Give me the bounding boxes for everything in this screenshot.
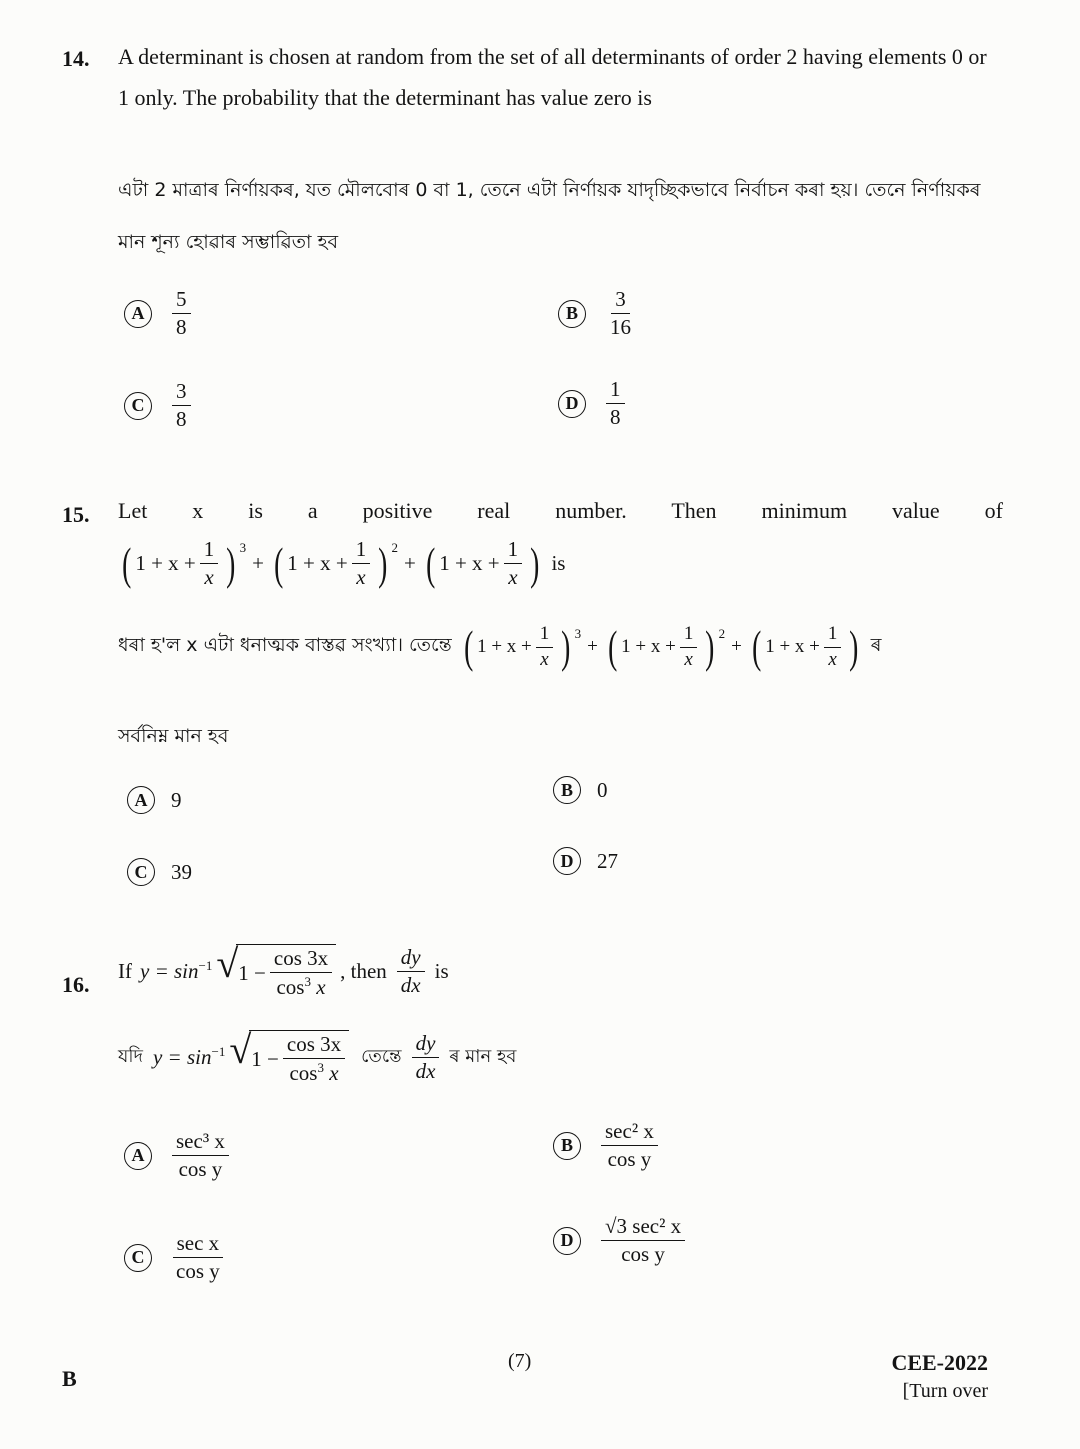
term-base: 1 + x +: [621, 636, 676, 658]
option-label: A: [124, 1142, 152, 1170]
y-equals-sin: y = sin: [152, 1045, 212, 1070]
assamese-prefix: ধৰা হ'ল x এটা ধনাত্মক বাস্তৱ সংখ্যা। তেন্তে: [118, 634, 452, 657]
plus-sign: +: [731, 636, 742, 658]
option-c[interactable]: [127, 858, 192, 886]
expression-suffix: is: [551, 551, 566, 576]
dx: dx: [415, 1059, 436, 1084]
denominator: x: [508, 565, 518, 590]
dy: dy: [415, 1031, 436, 1055]
plus-sign: +: [404, 551, 416, 576]
option-fraction: [606, 288, 635, 339]
denominator: 8: [176, 407, 187, 432]
option-label: D: [553, 847, 581, 875]
numerator: √3 sec² x: [601, 1215, 685, 1241]
plus-sign: +: [252, 551, 264, 576]
numerator: 1: [680, 624, 698, 648]
question-text-assamese: এটা 2 মাত্ৰাৰ নিৰ্ণায়কৰ, যত মৌলবোৰ 0 বা 1, তেনে এটা নিৰ্ণায়ক যাদৃচ্ছিকভাবে নিৰ্বাচন কৰা হয়। তেনে নিৰ্ণায়কৰ মান শূন্য হোৱাৰ সম্ভাৱিতা হব: [118, 179, 981, 253]
denominator-cos: cos: [289, 1061, 318, 1086]
question-number: 15.: [62, 502, 90, 527]
denominator: x: [828, 648, 837, 670]
inverse-exponent: −1: [211, 1044, 226, 1059]
assamese-end: ৰ মান হব: [449, 1046, 517, 1068]
option-fraction: [172, 380, 191, 431]
booklet-code: B: [62, 1366, 77, 1391]
exponent: 2: [718, 626, 726, 641]
denominator: x: [684, 648, 693, 670]
option-a[interactable]: [124, 288, 195, 339]
then-word: , then: [340, 959, 387, 984]
option-label: C: [127, 858, 155, 886]
square-root: √ 1 − $\frac{\cos 3x}{\cos^3 x}$: [229, 1030, 349, 1085]
option-label: A: [124, 300, 152, 328]
term-base: 1 + x +: [477, 636, 532, 658]
if-word: If: [118, 959, 132, 984]
denominator-exponent: 3: [317, 1060, 324, 1076]
numerator: 1: [536, 624, 554, 648]
numerator: 1: [200, 538, 219, 564]
inverse-exponent: −1: [198, 958, 213, 973]
option-fraction: [606, 378, 625, 429]
numerator: 3: [172, 380, 191, 406]
denominator-cos: cos: [276, 975, 305, 1000]
numerator: 1: [824, 624, 842, 648]
is-word: is: [434, 959, 449, 984]
assamese-then: তেন্তে: [361, 1046, 402, 1068]
question-text-english: A determinant is chosen at random from the set of all determinants of order 2 having elements 0 or 1 only. The probability that the determinant has value zero is: [118, 44, 987, 110]
option-label: D: [558, 390, 586, 418]
numerator: 3: [611, 288, 630, 314]
question-text-assamese-line2: সৰ্বনিম্ন মান হব: [118, 725, 229, 747]
square-root: √ 1 − $\frac{\cos 3x}{\cos^3 x}$: [216, 944, 336, 999]
exponent: 2: [391, 540, 399, 555]
denominator: x: [356, 565, 366, 590]
option-b[interactable]: [553, 1120, 662, 1171]
option-b[interactable]: [553, 776, 608, 804]
numerator: sec x: [173, 1232, 224, 1258]
option-label: C: [124, 1244, 152, 1272]
denominator: x: [540, 648, 549, 670]
one-minus: 1 −: [238, 960, 266, 985]
option-c[interactable]: [124, 380, 195, 431]
page-number: (7): [508, 1350, 532, 1372]
term-base: 1 + x +: [135, 551, 196, 576]
question-expression-english: [118, 941, 449, 1000]
numerator: 1: [352, 538, 371, 564]
numerator: 1: [504, 538, 523, 564]
option-label: B: [558, 300, 586, 328]
option-label: B: [553, 776, 581, 804]
option-label: B: [553, 1132, 581, 1160]
option-label: A: [127, 786, 155, 814]
option-fraction: [172, 288, 191, 339]
question-text-english: Let x is a positive real number. Then minimum value of: [118, 498, 1003, 523]
exam-code: CEE-2022: [891, 1350, 988, 1375]
denominator-exponent: 3: [304, 974, 311, 990]
denominator: cos y: [176, 1259, 220, 1284]
option-c[interactable]: [124, 1232, 228, 1283]
option-value: 0: [597, 777, 608, 802]
numerator: cos 3x: [283, 1033, 345, 1059]
turn-over: [Turn over: [902, 1380, 988, 1402]
exponent: 3: [239, 540, 247, 555]
denominator: 8: [610, 405, 621, 430]
option-value: 39: [171, 859, 192, 884]
plus-sign: +: [587, 636, 598, 658]
denominator-variable: x: [316, 975, 326, 1000]
numerator: cos 3x: [270, 947, 332, 973]
denominator: cos y: [607, 1147, 652, 1172]
denominator: cos y: [621, 1242, 665, 1267]
assamese-suffix: ৰ: [870, 634, 882, 657]
denominator-variable: x: [329, 1061, 339, 1086]
option-label: D: [553, 1227, 581, 1255]
option-value: 27: [597, 848, 618, 873]
numerator: sec² x: [601, 1120, 658, 1146]
term-base: 1 + x +: [287, 551, 348, 576]
y-equals-sin: y = sin: [140, 959, 199, 984]
option-d[interactable]: [558, 378, 629, 429]
numerator: 1: [606, 378, 625, 404]
term-base: 1 + x +: [439, 551, 500, 576]
exponent: 3: [574, 626, 582, 641]
question-expression-assamese: [118, 1027, 517, 1086]
denominator: 16: [610, 315, 631, 340]
numerator: sec³ x: [172, 1130, 229, 1156]
option-d[interactable]: [553, 847, 618, 875]
assamese-if: যদি: [118, 1046, 143, 1068]
term-base: 1 + x +: [765, 636, 820, 658]
expression-assamese: ধৰা হ'ল x এটা ধনাত্মক বাস্তৱ সংখ্যা। তেন্তে ( 1 + x + $\frac{1}{x}$ ) $^3$ + ( 1 + x + $\frac{1}{x}$ ) $^2$ + ( 1 + x + $\frac{1}{x}$ ) ৰ: [118, 621, 882, 673]
question-number: 14.: [62, 46, 90, 71]
denominator: x: [204, 565, 214, 590]
one-minus: 1 −: [251, 1046, 279, 1071]
option-a[interactable]: [127, 786, 182, 814]
dx: dx: [400, 973, 421, 998]
dy: dy: [400, 945, 421, 969]
option-value: 9: [171, 787, 182, 812]
expression-english: ( 1 + x + $\frac{1}{x}$ ) $^3$ + ( 1 + x + $\frac{1}{x}$ ) $^2$ + ( 1 + x + $\frac{1}{x}$ ) is: [122, 537, 566, 590]
option-a[interactable]: [124, 1130, 233, 1181]
option-d[interactable]: [553, 1215, 689, 1266]
option-b[interactable]: [558, 288, 639, 339]
numerator: 5: [172, 288, 191, 314]
denominator: 8: [176, 315, 187, 340]
option-label: C: [124, 392, 152, 420]
question-number: 16.: [62, 972, 90, 997]
denominator: cos y: [178, 1157, 223, 1182]
